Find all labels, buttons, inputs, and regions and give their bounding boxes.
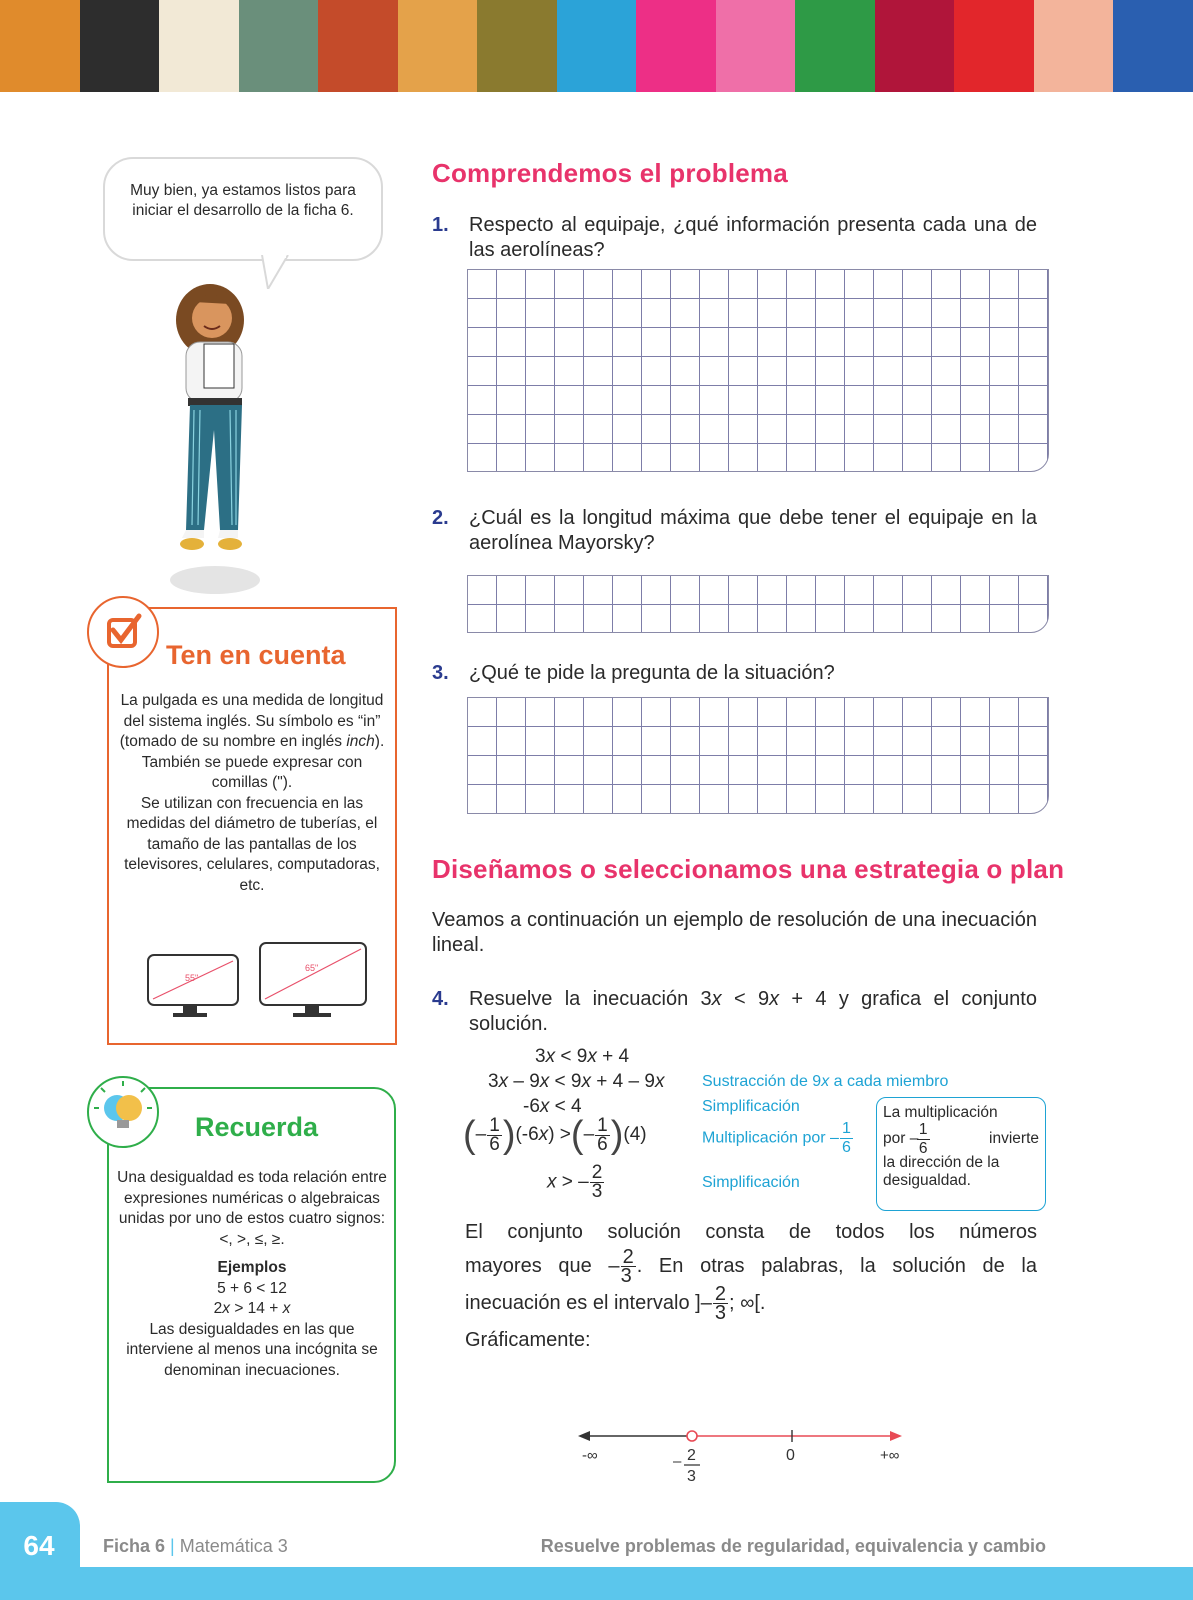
checkbox-icon <box>87 596 159 668</box>
decorative-banner <box>0 0 1193 92</box>
math-step-5: x > – $\frac{2}{3}$ <box>547 1162 603 1202</box>
answer-grid-2[interactable] <box>467 575 1049 633</box>
answer-grid-3[interactable] <box>467 697 1049 814</box>
math-step-3: -6x < 4 <box>523 1096 582 1117</box>
question-2: 2. ¿Cuál es la longitud máxima que debe tener el equipaje en la aerolínea Mayorsky? <box>432 507 1037 554</box>
banner-stripe <box>795 0 875 92</box>
open-point <box>687 1431 697 1441</box>
intro-paragraph: Veamos a continuación un ejemplo de resolución de una inecuación lineal. <box>432 909 1037 956</box>
plus-infinity-label: +∞ <box>880 1447 900 1464</box>
question-1: 1. Respecto al equipaje, ¿qué información presenta cada una de las aerolíneas? <box>432 214 1037 261</box>
tv2-label: 65" <box>305 963 319 973</box>
banner-stripe <box>954 0 1034 92</box>
step-note-4: Simplificación <box>702 1174 800 1191</box>
ten-en-cuenta-title: Ten en cuenta <box>166 640 346 670</box>
math-step-2: 3x – 9x < 9x + 4 – 9x <box>488 1071 665 1092</box>
banner-stripe <box>716 0 796 92</box>
math-step-4: (– $\frac{1}{6}$ )(-6x) >(– $\frac{1}{6}$ )(4) <box>463 1114 647 1156</box>
brain-bulb-icon <box>87 1076 159 1148</box>
footer-ficha: Ficha 6 | Matemática 3 <box>103 1536 288 1556</box>
banner-stripe <box>398 0 478 92</box>
recuerda-text: Una desigualdad es toda relación entre expresiones numéricas o algebraicas unidas por uno de estos cuatro signos: <, >, ≤, ≥. Ejemplos 5 + 6 < 12 2x > 14 + x Las desigualdades en las que interviene al menos una incógnita se denominan inecuaciones. <box>117 1169 387 1379</box>
step-note-2: Simplificación <box>702 1098 800 1115</box>
speech-bubble <box>103 157 383 261</box>
answer-grid-1[interactable] <box>467 269 1049 472</box>
banner-stripe <box>239 0 319 92</box>
question-3: 3. ¿Qué te pide la pregunta de la situación? <box>432 662 835 684</box>
banner-stripe <box>875 0 955 92</box>
arrow-right-icon <box>890 1431 902 1441</box>
conclusion-paragraph: El conjunto solución consta de todos los números mayores que – $\frac{2}{3}$ . En otras palabras, la solución de la inecuación es el intervalo ]– $\frac{2}{3}$ ; ∞[. Gráficamente: <box>465 1221 1037 1351</box>
section-title-comprendemos: Comprendemos el problema <box>432 158 788 188</box>
math-step-1: 3x < 9x + 4 <box>535 1046 630 1067</box>
speech-bubble-text: Muy bien, ya estamos listos para iniciar el desarrollo de la ficha 6. <box>130 182 356 219</box>
question-4: 4. Resuelve la inecuación 3x < 9x + 4 y grafica el conjunto solución. <box>432 988 1037 1035</box>
banner-stripe <box>318 0 398 92</box>
page-number: 64 <box>23 1530 55 1561</box>
arrow-left-icon <box>578 1431 590 1441</box>
number-line <box>570 1420 920 1490</box>
tv1-label: 55" <box>185 973 199 983</box>
minus-infinity-label: -∞ <box>582 1447 598 1464</box>
banner-stripe <box>477 0 557 92</box>
callout-box: La multiplicación por – $\frac{1}{6}$ invierte la dirección de la desigualdad. <box>876 1097 1046 1211</box>
section-title-disenamos: Diseñamos o seleccionamos una estrategia o plan <box>432 854 1065 884</box>
point-label-sign: – <box>672 1453 682 1470</box>
point-label-numerator: 2 <box>686 1447 696 1464</box>
ten-en-cuenta-text: La pulgada es una medida de longitud del sistema inglés. Su símbolo es “in” (tomado de su nombre en inglés inch). También se puede expresar con comillas ("). Se utilizan con frecuencia en las medidas del diámetro de tuberías, el tamaño de las pantallas de los televisores, celulares, computadoras, etc. <box>119 692 385 894</box>
banner-stripe <box>159 0 239 92</box>
tv-screens-icon <box>145 938 375 1018</box>
banner-stripe <box>0 0 80 92</box>
student-illustration-icon <box>160 280 270 600</box>
footer-bar <box>0 1567 1193 1600</box>
banner-stripe <box>557 0 637 92</box>
step-note-3: Multiplicación por – $\frac{1}{6}$ <box>702 1120 851 1156</box>
banner-stripe <box>636 0 716 92</box>
zero-label: 0 <box>786 1447 795 1464</box>
recuerda-title: Recuerda <box>195 1112 319 1142</box>
banner-stripe <box>1113 0 1193 92</box>
banner-stripe <box>1034 0 1114 92</box>
point-label-denominator: 3 <box>686 1468 696 1485</box>
footer-competency: Resuelve problemas de regularidad, equivalencia y cambio <box>540 1536 1046 1556</box>
banner-stripe <box>80 0 160 92</box>
step-note-1: Sustracción de 9x a cada miembro <box>702 1073 949 1090</box>
